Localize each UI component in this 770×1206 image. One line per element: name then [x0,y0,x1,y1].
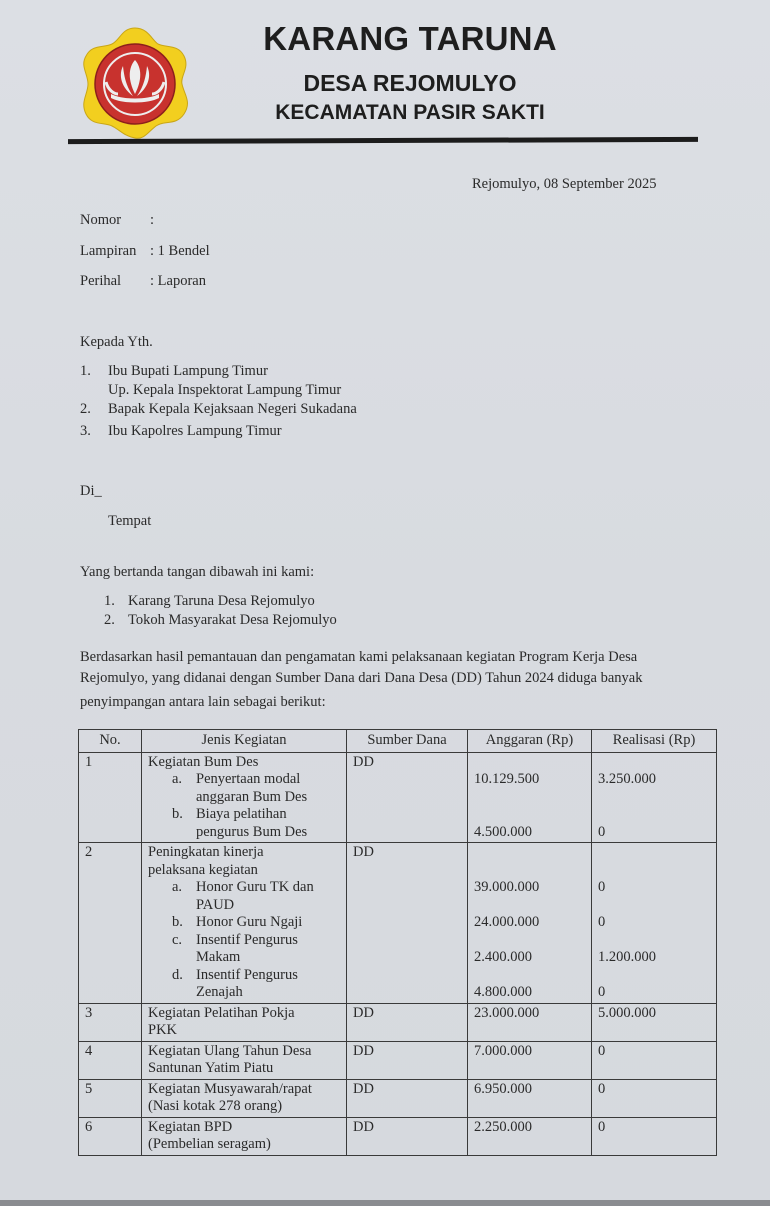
cell-no: 5 [79,1079,142,1117]
sub-item-line: anggaran Bum Des [196,788,308,805]
recipient-num-2: 2. [80,401,91,417]
realization-value: 1.200.000 [598,949,656,965]
meta-value-perihal: : Laporan [150,273,206,289]
sub-item-line: Zenajah [196,984,243,1000]
col-header-jenis-kegiatan: Jenis Kegiatan [142,730,347,753]
body-line-1: Berdasarkan hasil pemantauan dan pengamatan kami pelaksanaan kegiatan Program Kerja Desa [80,649,638,665]
col-header-no: No. [79,730,142,753]
sub-letter: b. [172,806,183,822]
recipient-1: Ibu Bupati Lampung Timur [108,363,268,379]
cell-no: 3 [79,1003,142,1041]
cell-source: DD [347,843,468,1004]
letterhead-district: KECAMATAN PASIR SAKTI [275,101,545,124]
activity-line: (Nasi kotak 278 orang) [148,1098,283,1114]
cell-realization [592,843,717,1004]
signer-2: Tokoh Masyarakat Desa Rejomulyo [128,612,337,628]
cell-activity [142,843,347,1004]
realization-value: 0 [598,879,606,895]
cell-budget: 7.000.000 [468,1041,592,1079]
cell-realization: 0 [592,1117,717,1155]
recipient-num-3: 3. [80,423,91,439]
table-row [79,752,717,843]
realization-value: 0 [598,823,606,840]
budget-value: 4.800.000 [474,984,532,1000]
meta-label-nomor: Nomor [80,212,122,228]
budget-value: 24.000.000 [474,914,540,930]
recipient-num-1: 1. [80,363,91,379]
signer-1: Karang Taruna Desa Rejomulyo [128,593,315,609]
meta-value-nomor: : [150,212,155,228]
cell-activity [142,1041,347,1079]
cell-no: 6 [79,1117,142,1155]
activity-line: PKK [148,1022,178,1038]
meta-value-lampiran: : 1 Bendel [150,243,210,259]
activity-title-cont: pelaksana kegiatan [148,861,258,878]
cell-no: 1 [79,752,142,843]
recipients-heading: Kepada Yth. [80,334,153,350]
table-row [79,1041,717,1079]
cell-realization: 5.000.000 [592,1003,717,1041]
signer-num-2: 2. [104,612,115,628]
date-line: Rejomulyo, 08 September 2025 [472,176,657,192]
activity-title: Kegiatan Bum Des [148,753,259,770]
cell-no: 2 [79,843,142,1004]
col-header-anggaran: Anggaran (Rp) [468,730,592,753]
table-row [79,843,717,1004]
sub-letter: d. [172,966,183,983]
meta-label-lampiran: Lampiran [80,243,137,259]
activity-line: Kegiatan BPD [148,1118,233,1135]
activity-line: Santunan Yatim Piatu [148,1060,274,1076]
page-bottom-edge [0,1200,770,1206]
table-row [79,1003,717,1041]
letterhead-village: DESA REJOMULYO [303,70,517,96]
cell-realization [592,752,717,843]
budget-value: 2.400.000 [474,949,532,965]
activity-title: Peningkatan kinerja [148,844,264,860]
sub-item-line: PAUD [196,896,235,913]
sub-item-line: Insentif Pengurus [196,966,298,983]
cell-no: 4 [79,1041,142,1079]
letterhead-org: KARANG TARUNA [263,20,557,57]
recipient-2: Bapak Kepala Kejaksaan Negeri Sukadana [108,401,357,417]
realization-value: 0 [598,984,606,1000]
budget-value: 10.129.500 [474,771,540,787]
signers-intro: Yang bertanda tangan dibawah ini kami: [80,564,315,580]
body-line-2: Rejomulyo, yang didanai dengan Sumber Dana dari Dana Desa (DD) Tahun 2024 diduga banyak [80,670,643,686]
sub-item-line: Makam [196,949,241,965]
sub-letter: c. [172,931,183,948]
recipient-3: Ibu Kapolres Lampung Timur [108,423,282,439]
tempat-label: Tempat [108,513,152,529]
cell-activity [142,1079,347,1117]
signer-num-1: 1. [104,593,115,609]
cell-budget [468,843,592,1004]
col-header-sumber-dana: Sumber Dana [347,730,468,753]
realization-value: 0 [598,914,606,930]
letterhead-divider [68,137,698,144]
table-row [79,1117,717,1155]
cell-budget: 2.250.000 [468,1117,592,1155]
sub-item-line: Penyertaan modal [196,771,301,787]
budget-value: 39.000.000 [474,879,540,895]
cell-activity [142,1003,347,1041]
cell-budget [468,752,592,843]
activity-line: Kegiatan Ulang Tahun Desa [148,1042,312,1059]
budget-value: 4.500.000 [474,823,532,840]
cell-budget: 23.000.000 [468,1003,592,1041]
recipient-1-up: Up. Kepala Inspektorat Lampung Timur [108,382,342,398]
cell-source: DD [347,1041,468,1079]
sub-item-line: Biaya pelatihan [196,806,287,822]
cell-source: DD [347,1117,468,1155]
sub-item-line: pengurus Bum Des [196,823,308,840]
cell-budget: 6.950.000 [468,1079,592,1117]
body-line-3: penyimpangan antara lain sebagai berikut: [80,694,326,710]
cell-source: DD [347,752,468,843]
realization-value: 3.250.000 [598,771,656,787]
table-header-row [79,730,717,753]
sub-letter: b. [172,914,183,930]
activity-line: Kegiatan Pelatihan Pokja [148,1004,295,1021]
cell-realization: 0 [592,1079,717,1117]
sub-letter: a. [172,771,183,787]
cell-activity [142,752,347,843]
table-row [79,1079,717,1117]
di-label: Di_ [80,483,102,499]
sub-letter: a. [172,879,183,895]
meta-label-perihal: Perihal [80,273,122,289]
activity-line: Kegiatan Musyawarah/rapat [148,1080,312,1097]
sub-item-line: Insentif Pengurus [196,931,298,948]
cell-activity [142,1117,347,1155]
deviation-report-table [78,729,717,1156]
col-header-realisasi: Realisasi (Rp) [592,730,717,753]
sub-item-line: Honor Guru Ngaji [196,914,303,930]
sub-item-line: Honor Guru TK dan [196,879,314,895]
karang-taruna-logo-icon [78,24,192,140]
cell-source: DD [347,1003,468,1041]
cell-realization: 0 [592,1041,717,1079]
activity-line: (Pembelian seragam) [148,1136,271,1152]
cell-source: DD [347,1079,468,1117]
